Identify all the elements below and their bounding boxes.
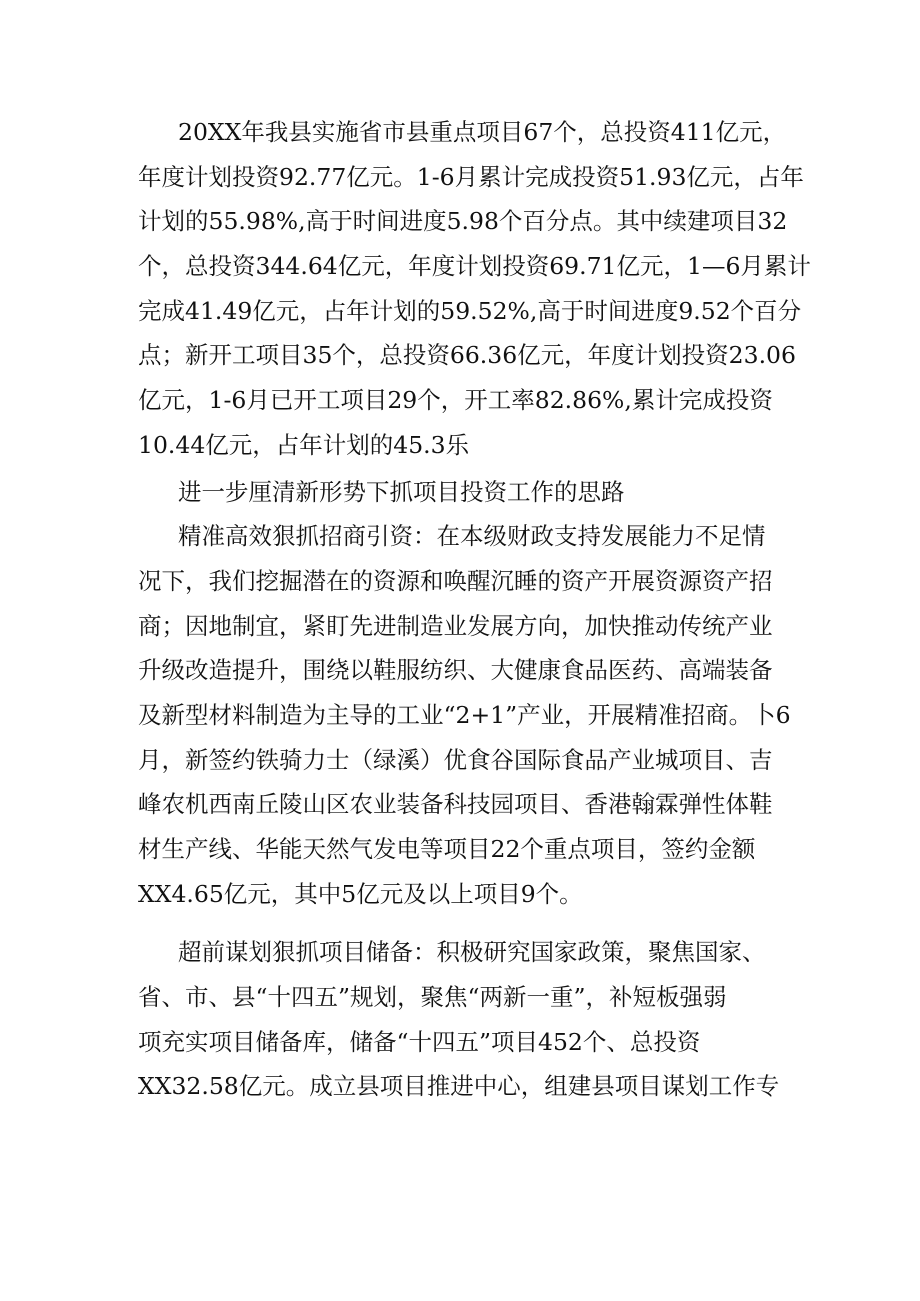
text-line: 点；新开工项目35个，总投资66.36亿元，年度计划投资23.06 bbox=[138, 341, 796, 370]
text-line: 年度计划投资92.77亿元。1-6月累计完成投资51.93亿元，占年 bbox=[138, 162, 804, 191]
paragraph-investment-attraction bbox=[138, 514, 791, 916]
paragraph-spacer bbox=[138, 916, 778, 930]
text-line: 升级改造提升，围绕以鞋服纺织、大健康食品医药、高端装备 bbox=[138, 656, 773, 685]
paragraph-project-reserve bbox=[138, 930, 778, 1109]
paragraph-investment-summary bbox=[138, 110, 811, 468]
text-line: XX32.58亿元。成立县项目推进中心，组建县项目谋划工作专 bbox=[138, 1072, 780, 1101]
text-line: 月，新签约铁骑力士（绿溪）优食谷国际食品产业城项目、吉 bbox=[138, 745, 773, 774]
text-line: 20XX年我县实施省市县重点项目67个，总投资411亿元， bbox=[178, 118, 787, 146]
text-line: 完成41.49亿元，占年计划的59.52%,高于时间进度9.52个百分 bbox=[138, 296, 802, 325]
section-heading: 进一步厘清新形势下抓项目投资工作的思路 bbox=[178, 477, 625, 506]
text-line: 10.44亿元，占年计划的45.3乐 bbox=[138, 430, 470, 459]
text-line: 个，总投资344.64亿元，年度计划投资69.71亿元，1—6月累计 bbox=[138, 252, 811, 281]
document-body bbox=[138, 110, 811, 1109]
text-line: 材生产线、华能天然气发电等项目22个重点项目，签约金额 bbox=[138, 835, 756, 863]
text-line: 省、市、县“十四五”规划，聚焦“两新一重”，补短板强弱 bbox=[138, 983, 727, 1012]
text-line: XX4.65亿元，其中5亿元及以上项目9个。 bbox=[138, 879, 583, 908]
text-line: 项充实项目储备库，储备“十四五”项目452个、总投资 bbox=[138, 1027, 701, 1056]
text-line: 精准高效狠抓招商引资：在本级财政支持发展能力不足情 bbox=[178, 522, 766, 551]
text-line: 峰农机西南丘陵山区农业装备科技园项目、香港翰霖弹性体鞋 bbox=[138, 790, 773, 819]
text-line: 商；因地制宜，紧盯先进制造业发展方向，加快推动传统产业 bbox=[138, 611, 773, 640]
text-line: 况下，我们挖掘潜在的资源和唤醒沉睡的资产开展资源资产招 bbox=[138, 566, 773, 595]
text-line: 计划的55.98%,高于时间进度5.98个百分点。其中续建项目32 bbox=[138, 207, 788, 236]
text-line: 及新型材料制造为主导的工业“2+1”产业，开展精准招商。卜6 bbox=[138, 700, 791, 729]
text-line: 亿元，1-6月已开工项目29个，开工率82.86%,累计完成投资 bbox=[138, 386, 773, 415]
text-line: 超前谋划狠抓项目储备：积极研究国家政策，聚焦国家、 bbox=[178, 938, 766, 967]
